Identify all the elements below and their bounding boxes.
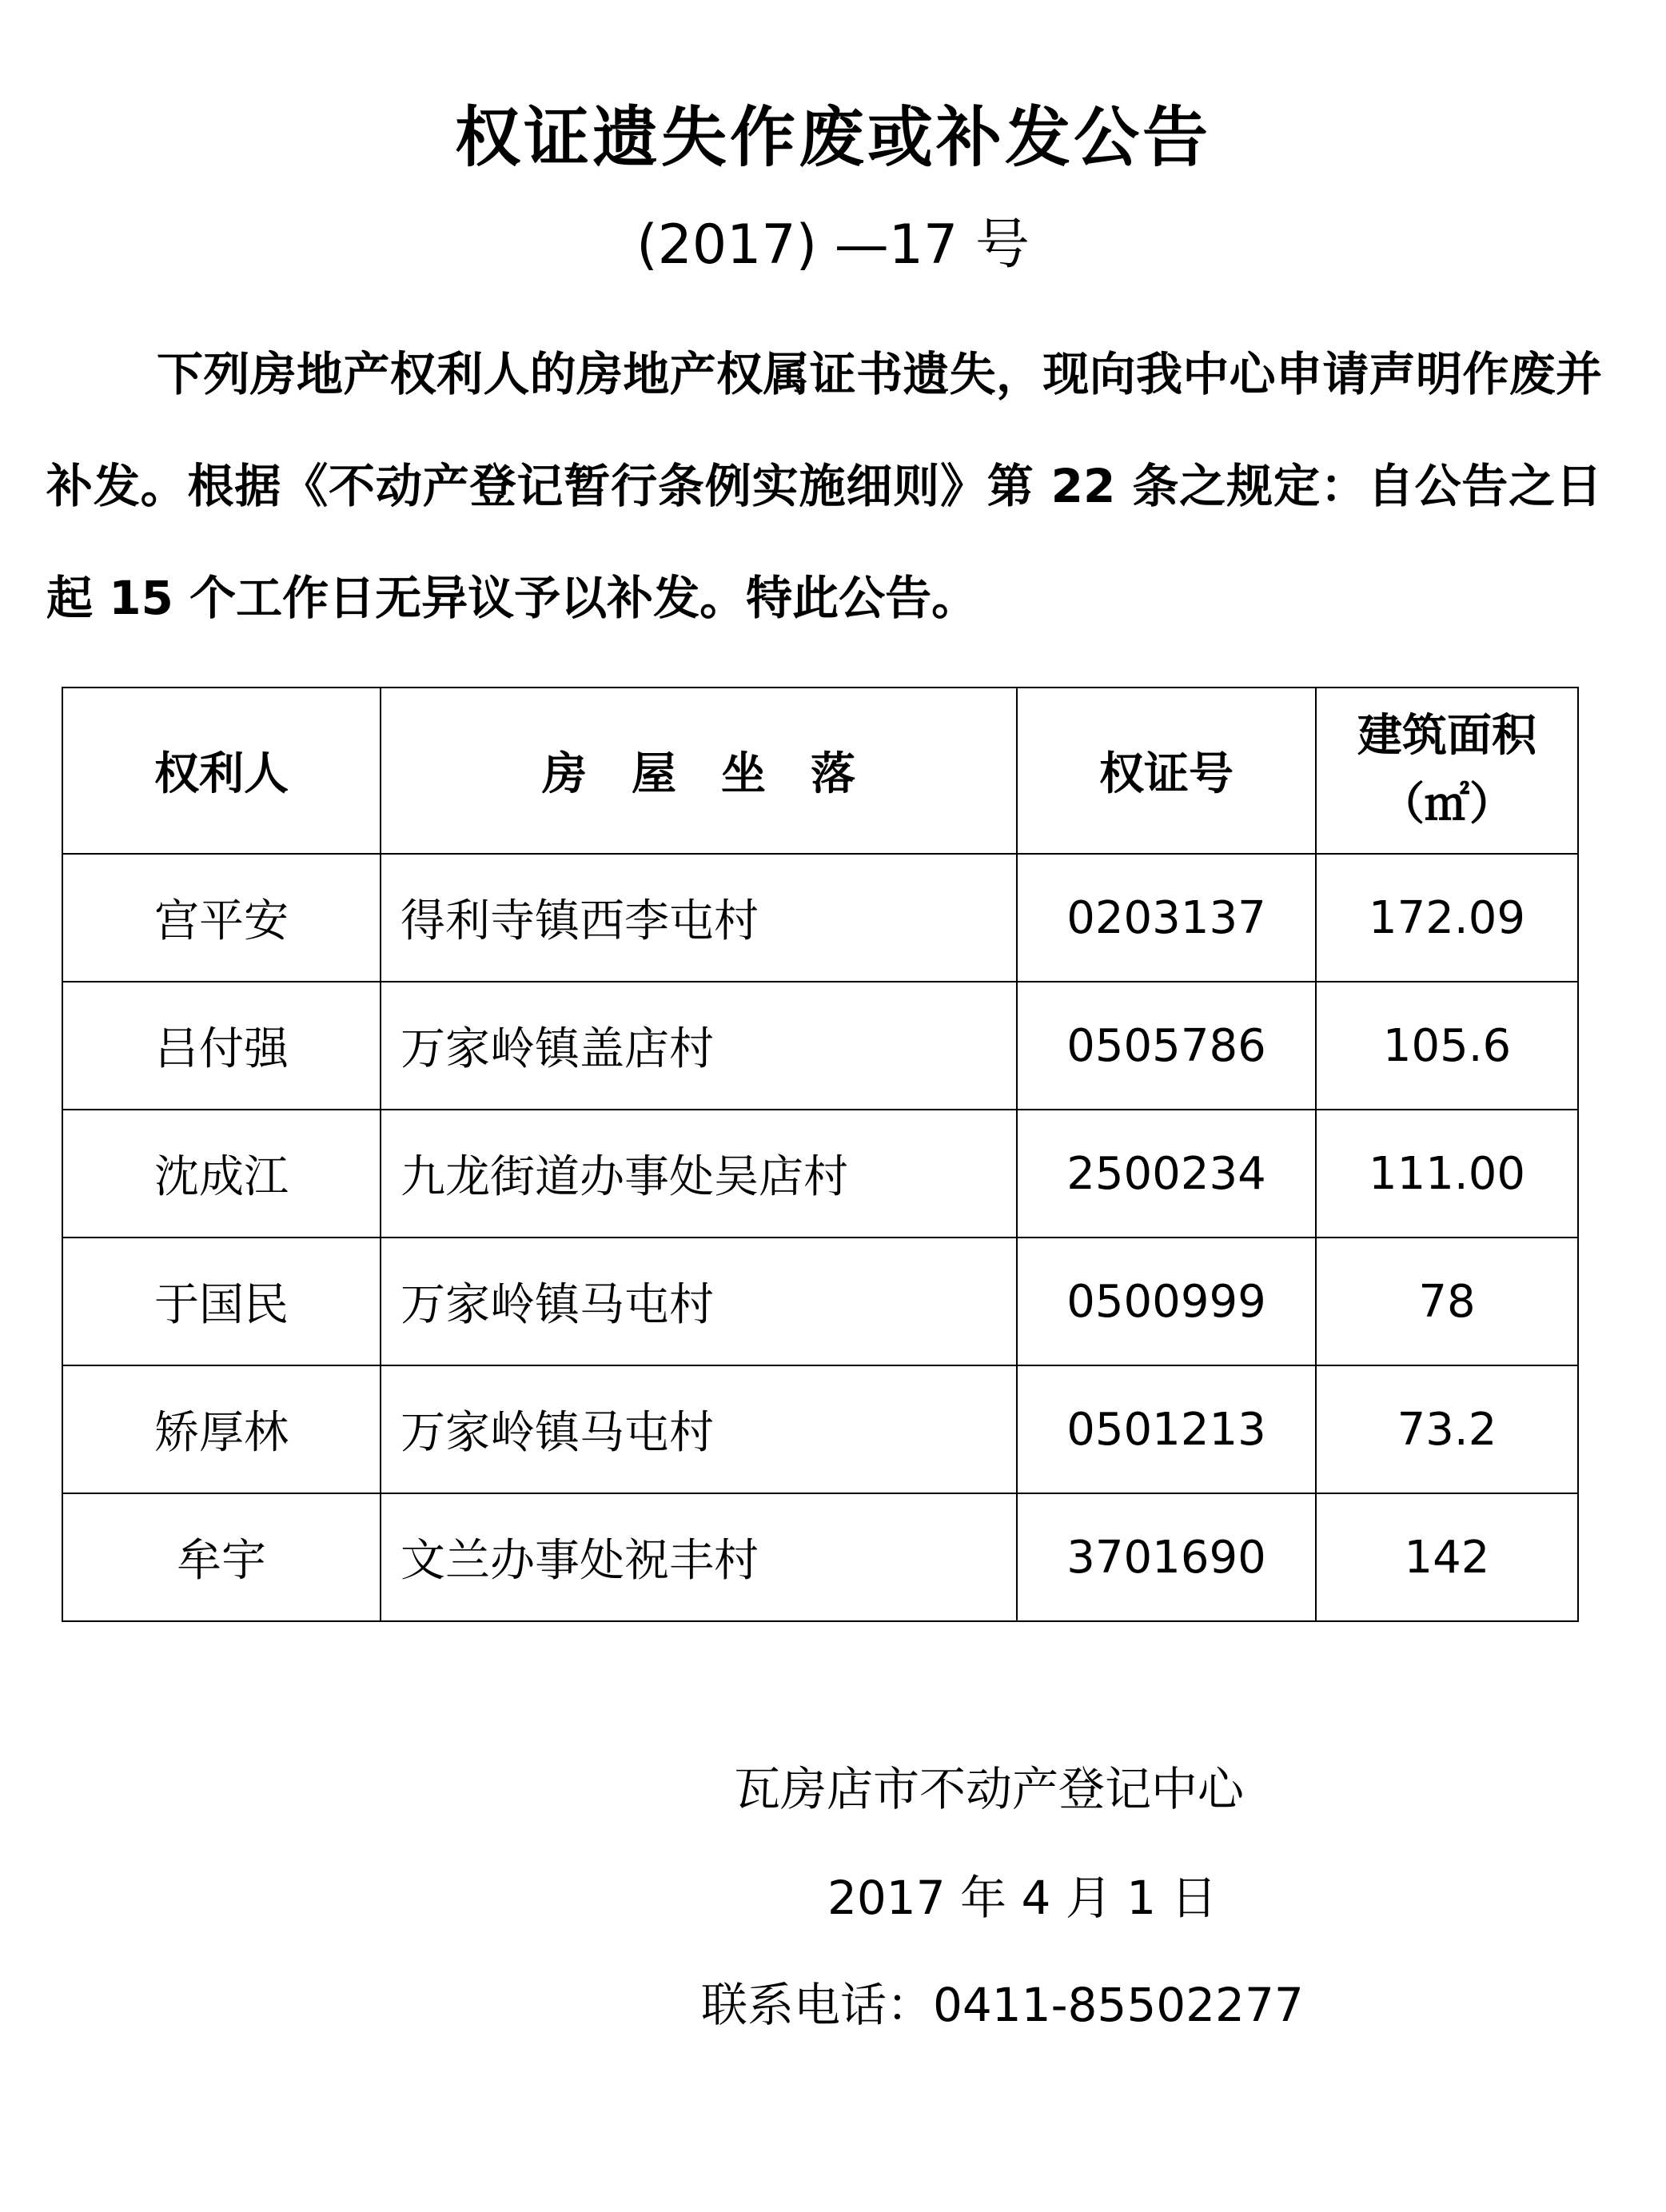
header-area-label: 建筑面积 (1357, 710, 1536, 762)
location-cell: 万家岭镇盖店村 (381, 982, 1017, 1110)
cert-no-cell: 0203137 (1017, 854, 1316, 982)
notice-body: 下列房地产权利人的房地产权属证书遗失，现向我中心申请声明作废并补发。根据《不动产登记暂行条例实施细则》第 22 条之规定：自公告之日起 15 个工作日无异议予以补发。特此公告。 (46, 347, 1602, 625)
notice-number: (2017) —17 号 (636, 213, 1030, 277)
area-cell: 172.09 (1316, 854, 1578, 982)
cert-no-cell: 0505786 (1017, 982, 1316, 1110)
contact-phone: 联系电话：0411-85502277 (701, 1978, 1304, 2032)
header-owner: 权利人 (62, 688, 381, 854)
header-cert-no: 权证号 (1017, 688, 1316, 854)
table-row (62, 1365, 1578, 1493)
area-cell: 78 (1316, 1238, 1578, 1365)
area-cell: 142 (1316, 1493, 1578, 1621)
owner-cell: 矫厚林 (62, 1365, 381, 1493)
issuing-organization: 瓦房店市不动产登记中心 (734, 1762, 1245, 1816)
table-row (62, 982, 1578, 1110)
header-location: 房 屋 坐 落 (381, 688, 1017, 854)
location-cell: 万家岭镇马屯村 (381, 1238, 1017, 1365)
owner-cell: 沈成江 (62, 1110, 381, 1238)
page-title: 权证遗失作废或补发公告 (454, 100, 1211, 176)
owner-cell: 于国民 (62, 1238, 381, 1365)
table-row (62, 1493, 1578, 1621)
owner-cell: 吕付强 (62, 982, 381, 1110)
location-cell: 得利寺镇西李屯村 (381, 854, 1017, 982)
cert-no-cell: 3701690 (1017, 1493, 1316, 1621)
location-cell: 文兰办事处祝丰村 (381, 1493, 1017, 1621)
cert-no-cell: 2500234 (1017, 1110, 1316, 1238)
area-cell: 105.6 (1316, 982, 1578, 1110)
owner-cell: 牟宇 (62, 1493, 381, 1621)
owner-cell: 宫平安 (62, 854, 381, 982)
table-row (62, 1238, 1578, 1365)
location-cell: 九龙街道办事处吴店村 (381, 1110, 1017, 1238)
table-row (62, 1110, 1578, 1238)
area-cell: 111.00 (1316, 1110, 1578, 1238)
header-area (1316, 688, 1578, 854)
issue-date: 2017 年 4 月 1 日 (827, 1871, 1218, 1925)
header-area-unit: （㎡） (1380, 779, 1514, 831)
area-cell: 73.2 (1316, 1365, 1578, 1493)
table-row (62, 854, 1578, 982)
lost-certificate-table (62, 687, 1579, 1622)
location-cell: 万家岭镇马屯村 (381, 1365, 1017, 1493)
cert-no-cell: 0501213 (1017, 1365, 1316, 1493)
cert-no-cell: 0500999 (1017, 1238, 1316, 1365)
table-header-row (62, 688, 1578, 854)
